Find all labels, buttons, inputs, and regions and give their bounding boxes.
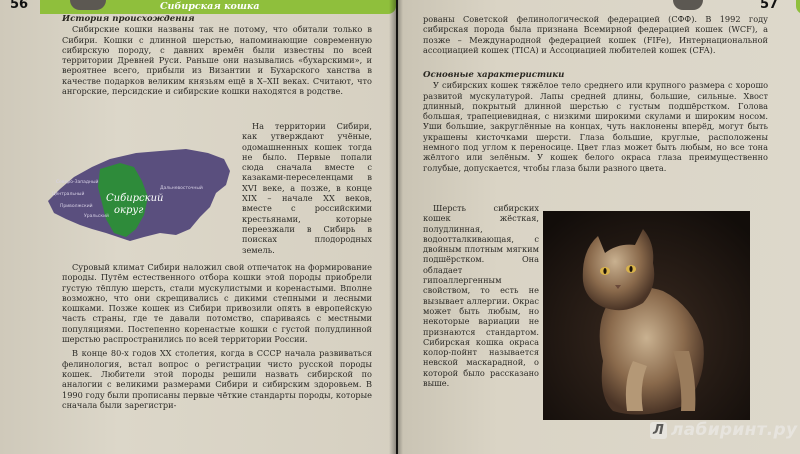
fur-section [423,203,539,388]
map-label-fareast: Дальневосточный [160,186,203,191]
paragraph: На территории Сибири, как утверждают учёные, одомашненных кошек тогда не было. Первые попали сюда сначала вместе с казаками-переселенцами в XVI веке, а позже, в конце XIX – начале XX веков, вместе с российскими крестьянами, которые переезжали в Сибирь в поисках плодородных земель. [242,121,372,255]
section-heading-characteristics: Основные характеристики [423,70,565,80]
cat-silhouette-decoration [70,0,106,10]
paragraph: Шерсть сибирских кошек жёсткая, полудлинная, водоотталкивающая, с двойным плотным мягким подшёрстком. Она обладает гипоаллергенным свойством, то есть не вызывает аллергии. Окрас может быть любым, но некоторые вариации не признаются стандартом. Сибирская кошка окраса колор-пойнт называется невской маскарадной, о которой было рассказано выше. [423,203,539,389]
section-heading-history: История происхождения [62,14,195,24]
paragraph: Суровый климат Сибири наложил свой отпечаток на формирование породы. Путём естественного отбора кошки этой породы приобрели густую тёплую шерсть, стали мускулистыми и коренастыми. Вполне возможно, что они скрещивались с дикими степными и лесными кошками. Позже кошек из Сибири привозили опять в европейскую часть страны, где те давали потомство, спариваясь с местными популяциями. Постепенно коренастые кошки с густой полудлинной шерстью распространились по всей территории России. [62,262,372,345]
siberian-cat-photo [543,211,750,420]
paragraph: В конце 80-х годов XX столетия, когда в СССР начала развиваться фелинология, встал вопрос о регистрации чисто русской породы кошек. Любители этой породы решили назвать сибирской по аналогии с великими размерами Сибири и сибирским здоровьем. В 1990 году были прописаны первые чёткие стандарты породы, которые сначала были зарегистри- [62,348,372,410]
page-number-left: 56 [10,0,29,12]
climate-section [62,262,372,410]
left-page [0,0,396,454]
header-title: Сибирская кошка [160,1,260,12]
map-label-ural: Уральский [84,214,109,219]
right-header-bar [796,0,800,14]
cat-illustration [543,211,750,420]
map-label-central: Центральный [52,192,85,197]
paragraph: Сибирские кошки названы так не потому, что обитали только в Сибири. Кошки с длинной шерстью, напоминающие современную сибирскую породу, с давних времён были известны по всей территории Древней Руси. Раньше они назывались «бухарскими», и вероятнее всего, прибыли из Византии и Бухарского ханства в качестве подарков великим князьям ещё в X–XII веках. Считают, что ангорские, персидские и сибирские кошки находятся в родстве. [62,24,372,97]
map-label-district: округ [114,205,144,216]
characteristics-section [423,70,768,173]
book-gutter [389,0,403,454]
map-label-northwest: Северо-Западный [56,180,99,185]
paragraph: рованы Советской фелинологической федерацией (СФФ). В 1992 году сибирская порода была признана Всемирной федерацией кошек (WCF), а позже – Международной федерацией кошек (FIFe), Интернациональной ассоциацией кошек (TICA) и Ассоциацией любителей кошек (CFA). [423,14,768,55]
history-section [62,14,372,96]
watermark [650,420,797,440]
settlement-text [242,121,372,255]
map-label-volga: Приволжский [60,204,93,209]
cat-silhouette-decoration [673,0,703,10]
watermark-text: лабиринт.ру [671,420,798,440]
page-number-right: 57 [760,0,779,12]
labirint-logo-icon: Л [650,422,667,439]
paragraph: У сибирских кошек тяжёлое тело среднего или крупного размера с хорошо развитой мускулатурой. Лапы средней длины, большие, сильные. Хвост длинный, покрытый длинной шерстью с густым подшёрстком. Голова большая, трапециевидная, с низкими широкими скулами и широким носом. Уши большие, закруглённые на концах, чуть наклонены вперёд, могут быть украшены кисточками шерсти. Глаза большие, круглые, расположены немного под углом к переносице. Цвет глаз может быть любым, но все тона жёлтого или зелёным. У кошек белого окраса глаза преимущественно голубые, допускается, чтобы глаза были разного цвета. [423,80,768,173]
map-label-siberian: Сибирский [106,193,164,204]
registration-text [423,14,768,55]
russia-map [40,137,234,255]
